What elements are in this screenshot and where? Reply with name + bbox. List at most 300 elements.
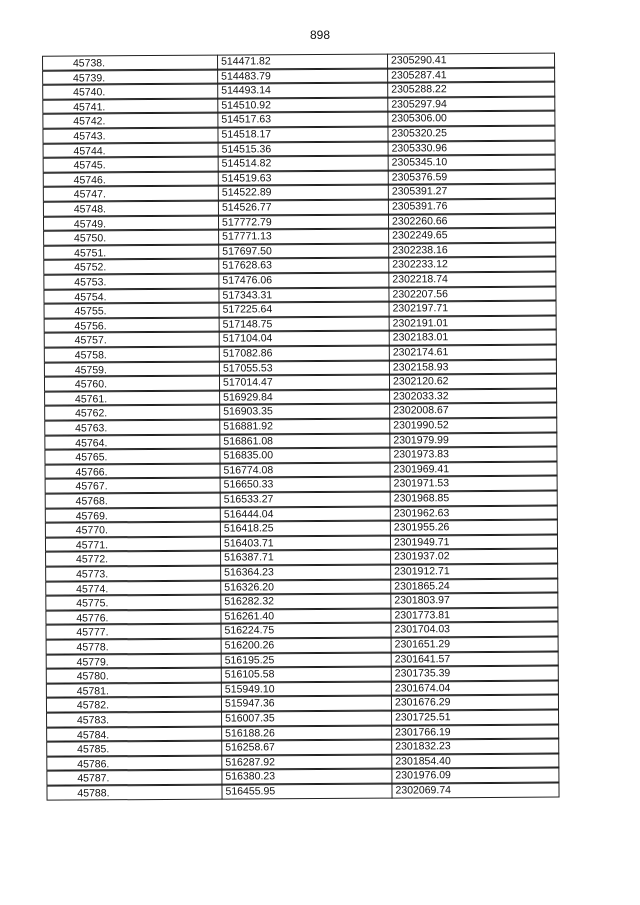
x-coordinate-cell: [221, 754, 392, 770]
cell-text: 517225.64: [222, 303, 273, 316]
cell-text: 45781.: [76, 685, 109, 698]
y-coordinate-cell: [389, 388, 557, 404]
point-number-cell: [43, 171, 219, 187]
x-coordinate-cell: [218, 185, 389, 201]
cell-text: 2301704.03: [394, 623, 451, 636]
point-number-cell: [46, 653, 222, 669]
y-coordinate-cell: [388, 169, 556, 185]
x-coordinate-cell: [217, 68, 388, 84]
cell-text: 514493.14: [221, 84, 271, 97]
x-coordinate-cell: [221, 638, 392, 654]
y-coordinate-cell: [388, 242, 556, 258]
x-coordinate-cell: [217, 112, 388, 128]
cell-text: 2305320.25: [391, 127, 448, 140]
y-coordinate-cell: [389, 374, 557, 390]
cell-text: 45784.: [76, 728, 110, 742]
x-coordinate-cell: [219, 316, 390, 332]
cell-text: 516650.33: [223, 478, 274, 492]
cell-text: 514522.89: [221, 186, 272, 200]
cell-text: 2305306.00: [391, 112, 447, 125]
cell-text: 2301865.24: [394, 579, 450, 593]
cell-text: 2301735.39: [394, 667, 451, 680]
point-number-cell: [46, 697, 222, 713]
cell-text: 514517.63: [221, 113, 272, 127]
point-number-cell: [45, 595, 221, 611]
x-coordinate-cell: [219, 462, 390, 478]
point-number-cell: [42, 128, 218, 144]
cell-text: 517148.75: [222, 318, 273, 331]
cell-text: 517055.53: [222, 361, 273, 375]
cell-text: 2301832.23: [395, 740, 451, 753]
cell-text: 516287.92: [225, 756, 276, 769]
cell-text: 45777.: [76, 626, 109, 639]
point-number-cell: [44, 449, 220, 465]
cell-text: 45753.: [74, 276, 107, 289]
y-coordinate-cell: [388, 286, 556, 302]
cell-text: 45761.: [74, 393, 108, 406]
cell-text: 2301912.71: [394, 565, 450, 578]
x-coordinate-cell: [220, 594, 391, 610]
y-coordinate-cell: [387, 82, 555, 98]
point-number-cell: [43, 142, 219, 158]
y-coordinate-cell: [390, 520, 558, 536]
cell-text: 45752.: [74, 261, 107, 274]
point-number-cell: [46, 712, 222, 728]
cell-text: 2301949.71: [393, 536, 450, 549]
cell-text: 516326.20: [224, 580, 274, 594]
point-number-cell: [46, 770, 222, 786]
cell-text: 516387.71: [224, 551, 274, 565]
cell-text: 2301854.40: [395, 755, 451, 768]
x-coordinate-cell: [218, 287, 389, 303]
cell-text: 2301641.57: [394, 652, 451, 666]
cell-text: 45769.: [75, 509, 108, 523]
y-coordinate-cell: [390, 607, 558, 623]
x-coordinate-cell: [221, 711, 392, 727]
cell-text: 45783.: [76, 714, 110, 727]
x-coordinate-cell: [217, 97, 388, 113]
cell-text: 45768.: [75, 495, 108, 508]
cell-text: 45763.: [75, 422, 108, 435]
cell-text: 516929.84: [223, 391, 273, 404]
y-coordinate-cell: [388, 213, 556, 229]
cell-text: 2302120.62: [392, 375, 449, 388]
cell-text: 2301971.53: [393, 477, 450, 490]
cell-text: 2301968.85: [393, 492, 450, 505]
cell-text: 45746.: [73, 174, 106, 187]
cell-text: 516105.58: [224, 668, 275, 681]
y-coordinate-cell: [390, 593, 558, 609]
x-coordinate-cell: [221, 725, 392, 741]
y-coordinate-cell: [391, 724, 559, 740]
point-number-cell: [45, 478, 221, 494]
point-number-cell: [42, 69, 218, 85]
cell-text: 515947.36: [224, 697, 275, 711]
cell-text: 45760.: [74, 378, 108, 391]
y-coordinate-cell: [389, 461, 557, 477]
cell-text: 517771.13: [222, 230, 272, 243]
y-coordinate-cell: [390, 476, 558, 492]
x-coordinate-cell: [218, 200, 389, 216]
cell-text: 2301803.97: [394, 594, 450, 607]
y-coordinate-cell: [389, 418, 557, 434]
cell-text: 516903.35: [223, 405, 273, 419]
cell-text: 45741.: [73, 101, 106, 114]
x-coordinate-cell: [219, 375, 390, 391]
y-coordinate-cell: [389, 403, 557, 419]
y-coordinate-cell: [391, 768, 559, 784]
y-coordinate-cell: [390, 564, 558, 580]
point-number-cell: [43, 157, 219, 173]
x-coordinate-cell: [221, 696, 392, 712]
cell-text: 45766.: [75, 466, 108, 479]
cell-text: 2302033.32: [393, 390, 449, 403]
y-coordinate-cell: [388, 228, 556, 244]
x-coordinate-cell: [218, 258, 389, 274]
cell-text: 516364.23: [224, 566, 274, 579]
y-coordinate-cell: [388, 199, 556, 215]
cell-text: 2305330.96: [391, 141, 448, 155]
cell-text: 2301962.63: [393, 506, 450, 520]
cell-text: 2301937.02: [394, 550, 450, 563]
cell-text: 45758.: [74, 349, 107, 362]
cell-text: 2302233.12: [392, 258, 448, 271]
y-coordinate-cell: [387, 53, 555, 69]
x-coordinate-cell: [217, 127, 388, 143]
cell-text: 516224.75: [224, 624, 275, 638]
cell-text: 2302197.71: [392, 302, 449, 315]
cell-text: 2301725.51: [395, 711, 451, 724]
cell-text: 517104.04: [222, 332, 273, 346]
x-coordinate-cell: [219, 433, 390, 449]
point-number-cell: [45, 507, 221, 523]
y-coordinate-cell: [388, 272, 556, 288]
point-number-cell: [44, 332, 220, 348]
y-coordinate-cell: [389, 432, 557, 448]
y-coordinate-cell: [388, 184, 556, 200]
x-coordinate-cell: [219, 360, 390, 376]
cell-text: 516835.00: [223, 449, 274, 462]
cell-text: 514515.36: [221, 142, 272, 156]
cell-text: 45748.: [73, 203, 106, 216]
cell-text: 45782.: [76, 699, 110, 712]
cell-text: 517476.06: [222, 274, 273, 287]
point-number-cell: [46, 726, 222, 742]
cell-text: 2302249.65: [392, 229, 448, 242]
cell-text: 516195.25: [224, 653, 275, 667]
cell-text: 516774.08: [223, 464, 274, 477]
x-coordinate-cell: [220, 492, 391, 508]
cell-text: 45742.: [73, 115, 106, 128]
cell-text: 2305391.76: [391, 200, 448, 213]
point-number-cell: [44, 434, 220, 450]
y-coordinate-cell: [388, 155, 556, 171]
y-coordinate-cell: [391, 739, 559, 755]
x-coordinate-cell: [218, 214, 389, 230]
point-number-cell: [43, 215, 219, 231]
y-coordinate-cell: [388, 257, 556, 273]
cell-text: 2301969.41: [393, 463, 450, 476]
point-number-cell: [45, 609, 221, 625]
cell-text: 45751.: [74, 247, 107, 260]
cell-text: 2302191.01: [392, 317, 449, 330]
x-coordinate-cell: [219, 404, 390, 420]
cell-text: 45785.: [77, 743, 110, 756]
cell-text: 45738.: [72, 57, 106, 70]
cell-text: 45757.: [74, 334, 107, 347]
y-coordinate-cell: [389, 330, 557, 346]
x-coordinate-cell: [218, 273, 389, 289]
cell-text: 45755.: [74, 305, 107, 318]
cell-text: 514526.77: [221, 201, 272, 214]
cell-text: 516258.67: [225, 741, 275, 754]
cell-text: 2301674.04: [394, 682, 451, 695]
cell-text: 517628.63: [222, 259, 272, 273]
cell-text: 45780.: [76, 670, 109, 683]
point-number-cell: [45, 536, 221, 552]
cell-text: 514510.92: [221, 99, 271, 112]
y-coordinate-cell: [391, 753, 559, 769]
point-number-cell: [43, 230, 219, 246]
point-number-cell: [46, 682, 222, 698]
cell-text: 517082.86: [222, 347, 273, 360]
x-coordinate-cell: [221, 652, 392, 668]
x-coordinate-cell: [217, 54, 388, 70]
cell-text: 2305290.41: [391, 54, 447, 67]
y-coordinate-cell: [390, 549, 558, 565]
cell-text: 45786.: [77, 758, 110, 771]
cell-text: 2302218.74: [392, 273, 448, 286]
cell-text: 2301973.83: [393, 448, 449, 461]
cell-text: 45775.: [76, 597, 109, 610]
point-number-cell: [43, 244, 219, 260]
cell-text: 514514.82: [221, 157, 272, 170]
point-number-cell: [45, 493, 221, 509]
x-coordinate-cell: [219, 346, 390, 362]
cell-text: 45740.: [73, 86, 106, 99]
point-number-cell: [43, 288, 219, 304]
point-number-cell: [45, 580, 221, 596]
x-coordinate-cell: [220, 535, 391, 551]
x-coordinate-cell: [218, 229, 389, 245]
cell-text: 2305297.94: [391, 98, 447, 111]
cell-text: 2302238.16: [392, 244, 448, 257]
cell-text: 2301990.52: [393, 419, 449, 432]
cell-text: 45749.: [73, 217, 107, 231]
point-number-cell: [46, 668, 222, 684]
cell-text: 516881.92: [223, 420, 273, 433]
cell-text: 514519.63: [221, 172, 272, 185]
point-number-cell: [43, 186, 219, 202]
x-coordinate-cell: [220, 550, 391, 566]
y-coordinate-cell: [387, 126, 555, 142]
y-coordinate-cell: [390, 578, 558, 594]
y-coordinate-cell: [389, 315, 557, 331]
x-coordinate-cell: [219, 448, 390, 464]
x-coordinate-cell: [218, 170, 389, 186]
cell-text: 2301766.19: [395, 725, 451, 739]
cell-text: 2302183.01: [392, 331, 449, 344]
y-coordinate-cell: [387, 67, 555, 83]
cell-text: 2302069.74: [395, 784, 452, 797]
y-coordinate-cell: [388, 140, 556, 156]
y-coordinate-cell: [391, 710, 559, 726]
cell-text: 45762.: [75, 407, 108, 420]
cell-text: 514518.17: [221, 128, 272, 141]
point-number-cell: [44, 317, 220, 333]
page-number: 898: [309, 28, 331, 42]
cell-text: 45787.: [77, 772, 110, 785]
cell-text: 2301979.99: [393, 433, 449, 447]
y-coordinate-cell: [391, 666, 559, 682]
cell-text: 2305391.27: [391, 185, 448, 198]
x-coordinate-cell: [221, 681, 392, 697]
cell-text: 514471.82: [221, 55, 271, 68]
x-coordinate-cell: [217, 83, 388, 99]
cell-text: 45744.: [73, 144, 106, 158]
y-coordinate-cell: [390, 622, 558, 638]
point-number-cell: [43, 201, 219, 217]
x-coordinate-cell: [220, 623, 391, 639]
cell-text: 45767.: [75, 480, 108, 493]
point-number-cell: [45, 522, 221, 538]
cell-text: 45765.: [75, 451, 108, 464]
x-coordinate-cell: [220, 477, 391, 493]
cell-text: 45759.: [74, 363, 107, 377]
cell-text: 45756.: [74, 320, 107, 333]
cell-text: 45773.: [76, 568, 109, 581]
point-number-cell: [42, 84, 218, 100]
point-number-cell: [42, 98, 218, 114]
x-coordinate-cell: [218, 141, 389, 157]
cell-text: 2301976.09: [395, 769, 451, 782]
point-number-cell: [46, 785, 222, 801]
cell-text: 515949.10: [224, 683, 275, 696]
x-coordinate-cell: [220, 579, 391, 595]
cell-text: 517343.31: [222, 288, 273, 302]
cell-text: 516007.35: [225, 712, 275, 725]
cell-text: 2301651.29: [394, 638, 451, 651]
x-coordinate-cell: [218, 243, 389, 259]
cell-text: 2305345.10: [391, 156, 448, 169]
cell-text: 516282.32: [224, 595, 275, 608]
cell-text: 517697.50: [222, 245, 272, 258]
cell-text: 517772.79: [221, 215, 272, 229]
cell-text: 45776.: [76, 612, 109, 625]
cell-text: 517014.47: [222, 376, 273, 389]
cell-text: 516861.08: [223, 434, 274, 448]
x-coordinate-cell: [220, 608, 391, 624]
cell-text: 516188.26: [225, 726, 275, 740]
cell-text: 2301955.26: [393, 521, 450, 534]
x-coordinate-cell: [219, 302, 390, 318]
cell-text: 45771.: [75, 539, 109, 552]
x-coordinate-cell: [218, 156, 389, 172]
y-coordinate-cell: [391, 680, 559, 696]
cell-text: 516261.40: [224, 610, 275, 623]
x-coordinate-cell: [220, 506, 391, 522]
cell-text: 45745.: [73, 159, 106, 172]
point-number-cell: [43, 259, 219, 275]
cell-text: 45779.: [76, 655, 109, 669]
cell-text: 2302008.67: [393, 404, 449, 417]
point-number-cell: [44, 376, 220, 392]
y-coordinate-cell: [390, 534, 558, 550]
point-number-cell: [44, 303, 220, 319]
y-coordinate-cell: [389, 345, 557, 361]
point-number-cell: [42, 113, 218, 129]
x-coordinate-cell: [219, 389, 390, 405]
point-number-cell: [44, 405, 220, 421]
y-coordinate-cell: [391, 695, 559, 711]
point-number-cell: [44, 361, 220, 377]
cell-text: 45747.: [73, 188, 106, 201]
point-number-cell: [46, 741, 222, 757]
cell-text: 45778.: [76, 641, 109, 654]
cell-text: 516380.23: [225, 770, 276, 784]
point-number-cell: [45, 566, 221, 582]
y-coordinate-cell: [391, 783, 559, 799]
y-coordinate-cell: [390, 505, 558, 521]
cell-text: 45770.: [75, 524, 108, 537]
point-number-cell: [42, 55, 218, 71]
cell-text: 45764.: [75, 436, 108, 450]
x-coordinate-cell: [221, 769, 392, 785]
cell-text: 45750.: [73, 232, 107, 245]
cell-text: 516444.04: [223, 507, 274, 521]
y-coordinate-cell: [390, 491, 558, 507]
point-number-cell: [45, 551, 221, 567]
point-number-cell: [46, 755, 222, 771]
cell-text: 516533.27: [223, 493, 274, 506]
cell-text: 45743.: [73, 130, 106, 143]
point-number-cell: [45, 624, 221, 640]
y-coordinate-cell: [389, 301, 557, 317]
y-coordinate-cell: [387, 111, 555, 127]
cell-text: 2302174.61: [392, 346, 449, 359]
y-coordinate-cell: [389, 447, 557, 463]
cell-text: 516200.26: [224, 639, 275, 652]
y-coordinate-cell: [389, 359, 557, 375]
x-coordinate-cell: [221, 784, 392, 800]
cell-text: 2302207.56: [392, 287, 448, 301]
x-coordinate-cell: [221, 740, 392, 756]
cell-text: 45772.: [75, 553, 109, 566]
x-coordinate-cell: [221, 667, 392, 683]
y-coordinate-cell: [387, 96, 555, 112]
cell-text: 2302158.93: [392, 360, 449, 374]
point-number-cell: [46, 639, 222, 655]
point-number-cell: [43, 274, 219, 290]
cell-text: 45754.: [74, 290, 107, 304]
x-coordinate-cell: [220, 565, 391, 581]
cell-text: 516418.25: [223, 522, 274, 535]
coordinates-table: [0, 52, 640, 836]
y-coordinate-cell: [391, 651, 559, 667]
point-number-cell: [44, 390, 220, 406]
point-number-cell: [44, 420, 220, 436]
y-coordinate-cell: [391, 637, 559, 653]
cell-text: 45739.: [72, 72, 106, 85]
cell-text: 2305376.59: [391, 171, 448, 184]
cell-text: 2301676.29: [394, 696, 451, 709]
cell-text: 2302260.66: [391, 214, 448, 228]
cell-text: 516455.95: [225, 785, 276, 798]
x-coordinate-cell: [219, 419, 390, 435]
point-number-cell: [45, 463, 221, 479]
cell-text: 2305287.41: [391, 68, 447, 82]
table-row: [4, 782, 640, 801]
